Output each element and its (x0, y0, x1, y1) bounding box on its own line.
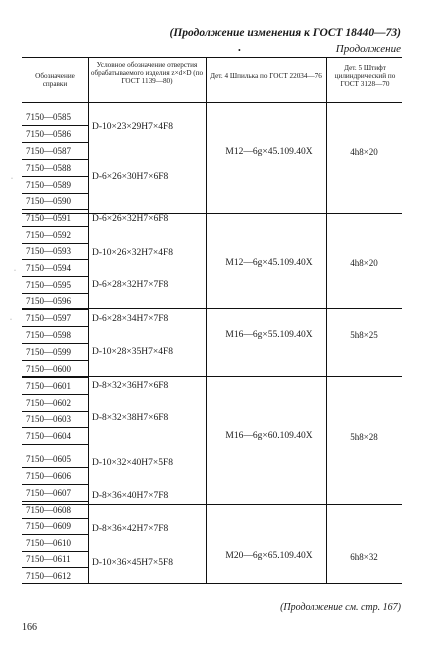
designation-code: 7150—0594 (26, 263, 71, 273)
row-rule (22, 259, 88, 260)
row-rule (22, 326, 88, 327)
continuation-footnote: (Продолжение см. стр. 167) (280, 602, 401, 613)
hole-designation: D-10×28×35H7×4F8 (92, 347, 173, 357)
designation-code: 7150—0608 (26, 505, 71, 515)
row-rule (22, 293, 88, 294)
designation-code: 7150—0595 (26, 280, 71, 290)
designation-code: 7150—0588 (26, 163, 71, 173)
designation-code: 7150—0605 (26, 454, 71, 464)
column-header-stud: Дет. 4 Шпилька по ГОСТ 22034—76 (210, 72, 322, 80)
group-rule (22, 213, 402, 214)
designation-code: 7150—0589 (26, 180, 71, 190)
hole-designation: D-8×36×42H7×7F8 (92, 524, 169, 534)
header-rule (22, 102, 402, 103)
row-rule (22, 444, 88, 445)
hole-designation: D-10×26×32H7×4F8 (92, 248, 173, 258)
row-rule (22, 209, 88, 210)
designation-code: 7150—0612 (26, 571, 71, 581)
continuation-title: (Продолжение изменения к ГОСТ 18440—73) (169, 27, 401, 39)
designation-code: 7150—0597 (26, 313, 71, 323)
stud-designation: M12—6g×45.109.40X (225, 258, 313, 268)
pin-designation: 5h8×25 (350, 330, 378, 340)
print-speck: · (14, 268, 16, 274)
hole-designation: D-8×36×40H7×7F8 (92, 491, 169, 501)
row-rule (22, 125, 88, 126)
designation-code: 7150—0599 (26, 347, 71, 357)
designation-code: 7150—0591 (26, 213, 71, 223)
designation-code: 7150—0585 (26, 112, 71, 122)
designation-code: 7150—0590 (26, 196, 71, 206)
hole-designation: D-8×32×38H7×6F8 (92, 413, 169, 423)
row-rule (22, 176, 88, 177)
designation-code: 7150—0587 (26, 146, 71, 156)
row-rule (22, 394, 88, 395)
pin-designation: 4h8×20 (350, 147, 378, 157)
row-rule (22, 343, 88, 344)
hole-designation: D-6×26×30H7×6F8 (92, 172, 169, 182)
designation-code: 7150—0586 (26, 129, 71, 139)
designation-code: 7150—0596 (26, 296, 71, 306)
stud-designation: M20—6g×65.109.40X (225, 551, 313, 561)
column-header-pin: Дет. 5 Штифт цилиндрический по ГОСТ 3128—70 (334, 64, 396, 88)
row-rule (22, 534, 88, 535)
hole-designation: D-6×28×32H7×7F8 (92, 280, 169, 290)
stud-designation: M16—6g×55.109.40X (225, 330, 313, 340)
hole-designation: D-10×23×29H7×4F8 (92, 122, 173, 132)
designation-code: 7150—0607 (26, 488, 71, 498)
group-rule (22, 504, 402, 505)
row-rule (22, 518, 88, 519)
stray-dot: • (238, 46, 241, 55)
row-rule (22, 567, 88, 568)
row-rule (22, 377, 88, 378)
print-speck: · (11, 176, 13, 182)
designation-code: 7150—0601 (26, 381, 71, 391)
designation-code: 7150—0600 (26, 364, 71, 374)
print-speck: · (10, 317, 12, 323)
row-rule (22, 142, 88, 143)
designation-code: 7150—0603 (26, 414, 71, 424)
row-rule (22, 309, 88, 310)
row-rule (22, 360, 88, 361)
pin-designation: 4h8×20 (350, 258, 378, 268)
row-rule (22, 467, 88, 468)
designation-code: 7150—0602 (26, 398, 71, 408)
row-rule (22, 226, 88, 227)
designation-code: 7150—0610 (26, 538, 71, 548)
column-header-designation: Обозначение справки (35, 72, 75, 88)
column-header-hole: Условное обозначение отверстия обрабатываемого изделия z×d×D (по ГОСТ 1139—80) (90, 61, 204, 85)
row-rule (22, 551, 88, 552)
row-rule (22, 159, 88, 160)
hole-designation: D-6×26×32H7×6F8 (92, 214, 169, 224)
specification-table (22, 57, 402, 584)
hole-designation: D-6×28×34H7×7F8 (92, 314, 169, 324)
continuation-subtitle: Продолжение (335, 43, 401, 55)
stud-designation: M12—6g×45.109.40X (225, 147, 313, 157)
designation-code: 7150—0598 (26, 330, 71, 340)
row-rule (22, 193, 88, 194)
designation-code: 7150—0592 (26, 230, 71, 240)
hole-designation: D-10×36×45H7×5F8 (92, 558, 173, 568)
row-rule (22, 276, 88, 277)
hole-designation: D-8×32×36H7×6F8 (92, 381, 169, 391)
row-rule (22, 411, 88, 412)
row-rule (22, 484, 88, 485)
page-number: 166 (22, 622, 37, 633)
stud-designation: M16—6g×60.109.40X (225, 431, 313, 441)
hole-designation: D-10×32×40H7×5F8 (92, 458, 173, 468)
row-rule (22, 501, 88, 502)
pin-designation: 5h8×28 (350, 432, 378, 442)
row-rule (22, 427, 88, 428)
designation-code: 7150—0611 (26, 554, 71, 564)
designation-code: 7150—0604 (26, 431, 71, 441)
pin-designation: 6h8×32 (350, 552, 378, 562)
designation-code: 7150—0609 (26, 521, 71, 531)
row-rule (22, 243, 88, 244)
designation-code: 7150—0593 (26, 246, 71, 256)
designation-code: 7150—0606 (26, 471, 71, 481)
